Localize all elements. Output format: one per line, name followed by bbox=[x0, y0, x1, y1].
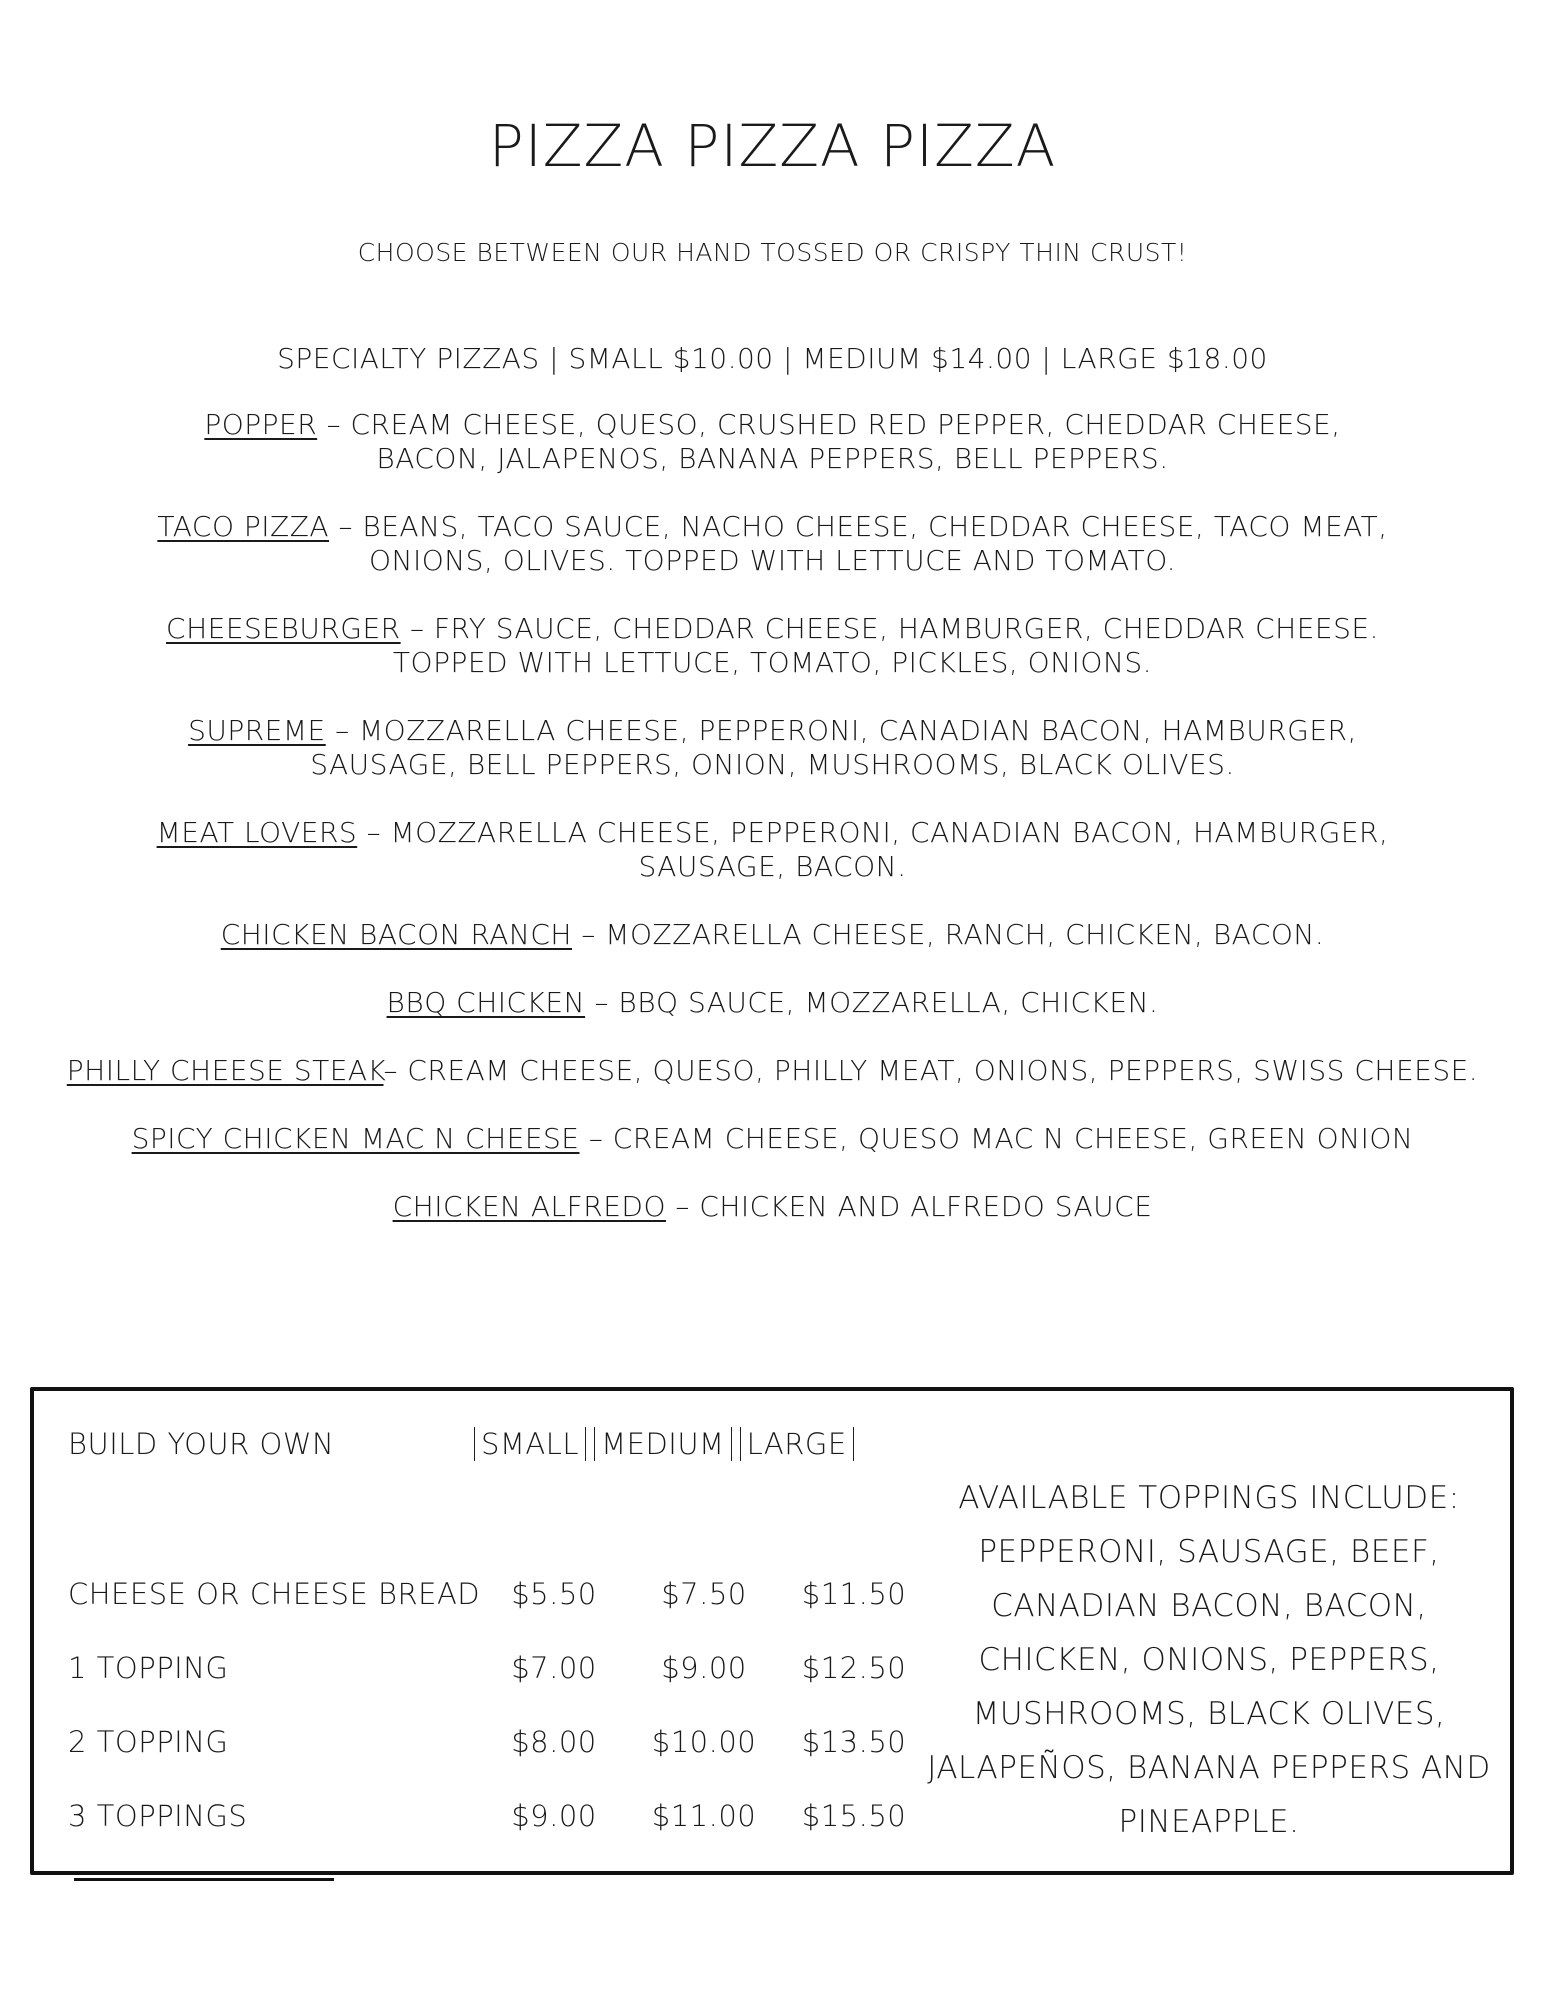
pizza-name: CHEESEBURGER bbox=[166, 612, 401, 645]
pizza-description: – MOZZARELLA CHEESE, PEPPERONI, CANADIAN BACON, HAMBURGER, bbox=[357, 816, 1389, 849]
pizza-description-continued: TOPPED WITH LETTUCE, TOMATO, PICKLES, ONIONS. bbox=[392, 646, 1153, 679]
crust-subtitle: CHOOSE BETWEEN OUR HAND TOSSED OR CRISPY THIN CRUST! bbox=[357, 238, 1188, 267]
pizza-item-meat-lovers bbox=[40, 816, 1505, 884]
pizza-description: – CREAM CHEESE, QUESO MAC N CHEESE, GREEN ONION bbox=[579, 1122, 1414, 1155]
row-label: 1 TOPPING bbox=[68, 1651, 229, 1685]
price-medium: $11.00 bbox=[651, 1799, 757, 1833]
price-large: $13.50 bbox=[801, 1725, 907, 1759]
page-title: PIZZA PIZZA PIZZA bbox=[488, 112, 1057, 180]
toppings-line: CHICKEN, ONIONS, PEPPERS, bbox=[978, 1642, 1440, 1678]
toppings-line: CANADIAN BACON, BACON, bbox=[991, 1588, 1427, 1624]
pizza-description: – FRY SAUCE, CHEDDAR CHEESE, HAMBURGER, CHEDDAR CHEESE. bbox=[400, 612, 1379, 645]
toppings-line: JALAPEÑOS, BANANA PEPPERS AND bbox=[927, 1750, 1491, 1786]
pizza-item-bbq-chicken bbox=[40, 986, 1505, 1020]
price-small: $9.00 bbox=[511, 1799, 597, 1833]
price-small: $5.50 bbox=[511, 1577, 597, 1611]
pizza-item-taco-pizza bbox=[40, 510, 1505, 578]
size-header-medium: MEDIUM bbox=[594, 1427, 731, 1461]
pizza-description: – MOZZARELLA CHEESE, RANCH, CHICKEN, BACON. bbox=[571, 918, 1325, 951]
row-label: 3 TOPPINGS bbox=[68, 1799, 248, 1833]
toppings-line: PEPPERONI, SAUSAGE, BEEF, bbox=[978, 1534, 1440, 1570]
price-medium: $10.00 bbox=[651, 1725, 757, 1759]
pizza-item-chicken-bacon-ranch bbox=[40, 918, 1505, 952]
pizza-item-cheeseburger bbox=[40, 612, 1505, 680]
row-label: CHEESE OR CHEESE BREAD bbox=[68, 1577, 481, 1611]
toppings-line: AVAILABLE TOPPINGS INCLUDE: bbox=[958, 1480, 1460, 1516]
pizza-name: MEAT LOVERS bbox=[156, 816, 358, 849]
pizza-item-chicken-alfredo bbox=[40, 1190, 1505, 1224]
pizza-item-supreme bbox=[40, 714, 1505, 782]
available-toppings bbox=[914, 1471, 1504, 1849]
price-large: $11.50 bbox=[801, 1577, 907, 1611]
pizza-description: – CREAM CHEESE, QUESO, PHILLY MEAT, ONIONS, PEPPERS, SWISS CHEESE. bbox=[383, 1054, 1479, 1087]
pizza-description-continued: BACON, JALAPENOS, BANANA PEPPERS, BELL PEPPERS. bbox=[376, 442, 1169, 475]
pizza-description: – MOZZARELLA CHEESE, PEPPERONI, CANADIAN BACON, HAMBURGER, bbox=[325, 714, 1357, 747]
size-header-small: SMALL bbox=[474, 1427, 586, 1461]
pizza-description: – BBQ SAUCE, MOZZARELLA, CHICKEN. bbox=[585, 986, 1159, 1019]
toppings-line: PINEAPPLE. bbox=[1118, 1804, 1300, 1840]
price-medium: $9.00 bbox=[661, 1651, 747, 1685]
build-your-own-box bbox=[30, 1387, 1514, 1875]
pizza-name: BBQ CHICKEN bbox=[386, 986, 586, 1019]
pizza-name: SUPREME bbox=[188, 714, 326, 747]
pizza-description-continued: SAUSAGE, BACON. bbox=[638, 850, 907, 883]
row-label: 2 TOPPING bbox=[68, 1725, 229, 1759]
price-small: $8.00 bbox=[511, 1725, 597, 1759]
specialty-pizza-list bbox=[40, 408, 1505, 1258]
pizza-name: PHILLY CHEESE STEAK bbox=[66, 1054, 384, 1087]
pizza-name: CHICKEN BACON RANCH bbox=[220, 918, 572, 951]
size-headers bbox=[474, 1427, 862, 1461]
pizza-description-continued: SAUSAGE, BELL PEPPERS, ONION, MUSHROOMS, BLACK OLIVES. bbox=[310, 748, 1235, 781]
pizza-name: SPICY CHICKEN MAC N CHEESE bbox=[131, 1122, 580, 1155]
price-medium: $7.50 bbox=[661, 1577, 747, 1611]
pizza-description: – CHICKEN AND ALFREDO SAUCE bbox=[666, 1190, 1153, 1223]
pizza-item-spicy-chicken-mac-n-cheese bbox=[40, 1122, 1505, 1156]
pizza-item-philly-cheese-steak bbox=[40, 1054, 1505, 1088]
toppings-line: MUSHROOMS, BLACK OLIVES, bbox=[972, 1696, 1446, 1732]
pizza-description: – BEANS, TACO SAUCE, NACHO CHEESE, CHEDDAR CHEESE, TACO MEAT, bbox=[329, 510, 1388, 543]
specialty-pizzas-pricing: SPECIALTY PIZZAS | SMALL $10.00 | MEDIUM $14.00 | LARGE $18.00 bbox=[277, 342, 1268, 375]
price-large: $15.50 bbox=[801, 1799, 907, 1833]
size-header-large: LARGE bbox=[740, 1427, 854, 1461]
pizza-description: – CREAM CHEESE, QUESO, CRUSHED RED PEPPER, CHEDDAR CHEESE, bbox=[317, 408, 1341, 441]
price-small: $7.00 bbox=[511, 1651, 597, 1685]
pizza-item-popper bbox=[40, 408, 1505, 476]
price-large: $12.50 bbox=[801, 1651, 907, 1685]
pizza-name: POPPER bbox=[204, 408, 318, 441]
pizza-description-continued: ONIONS, OLIVES. TOPPED WITH LETTUCE AND TOMATO. bbox=[368, 544, 1177, 577]
pizza-name: TACO PIZZA bbox=[157, 510, 330, 543]
pizza-name: CHICKEN ALFREDO bbox=[392, 1190, 667, 1223]
build-your-own-title: BUILD YOUR OWN bbox=[68, 1427, 335, 1461]
